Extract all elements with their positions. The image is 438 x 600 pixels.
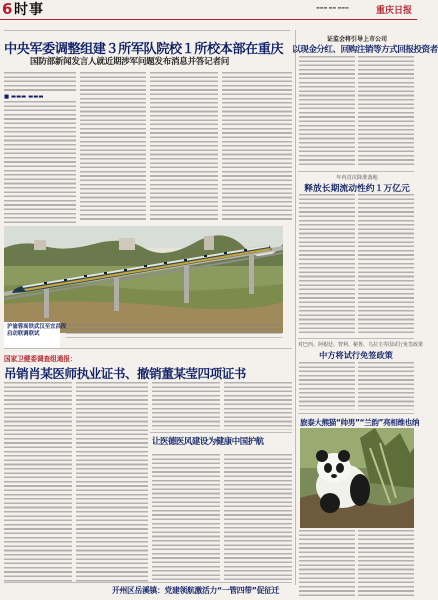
divider [4,30,290,31]
photo-caption-text [66,324,282,338]
lead-intro-text [4,72,76,92]
lead-headline: 中央军委调整组建３所军队院校１所校本部在重庆 [4,42,284,57]
story2-headline: 吊销肖某医师执业证书、撤销董某莹四项证书 [4,366,246,381]
right-story4-headline: 旅泰大熊猫“帅男”“兰韵”亮相维也纳 [300,418,420,427]
section-name: 时事 [14,2,44,18]
right-story3-headline: 中方将试行免签政策 [319,350,393,360]
right-story2-text-b [358,194,414,336]
right-story4-text-b [358,530,414,596]
header-meta: ▬▬▬ ▬▬ ▬▬▬ [316,5,349,10]
story2-text-col3 [152,382,220,430]
right-story1-text-b [358,56,414,168]
lead-subheadline: 国防部新闻发言人就近期涉军问题发布消息并答记者问 [30,57,230,67]
lead-text-col1 [4,101,76,223]
lead-text-col4 [222,72,292,222]
divider [150,432,292,433]
divider [298,413,414,414]
right-story2-headline: 释放长期流动性约１万亿元 [304,184,410,194]
right-story3-kicker: 对巴西、阿根廷、智利、秘鲁、乌拉圭等国试行免签政策 [298,342,424,348]
lead-text-col2 [80,72,146,222]
column-divider [295,30,296,585]
right-story3-text-b [358,362,414,410]
divider [298,171,414,172]
panda-photo [300,428,414,528]
divider [4,348,292,349]
story2-kicker: 国家卫健委调查组通报： [4,355,77,363]
train-photo [4,226,283,333]
story4-headline: 开州区岳溪镇：党建领航激活力“一管四带”促征迁 [112,586,280,595]
photo-caption-line2: 启动联调联试 [7,331,40,337]
right-story1-kicker: 证监会将引导上市公司 [326,36,387,43]
story3-text-col1 [152,454,220,580]
right-story2-text-a [299,194,355,336]
photo-caption-box [4,322,67,348]
lead-text-col3 [150,72,218,222]
divider [4,582,292,583]
masthead-logo: 重庆日报 [376,6,413,16]
right-story1-text-a [299,56,355,168]
story3-text-col2 [224,454,292,580]
page-header [0,0,417,20]
right-story3-text-a [299,362,355,410]
section-number: 6 [2,0,13,18]
right-story2-kicker: 年内首次降准落地 [336,175,378,181]
story2-text-col4 [224,382,292,430]
story2-text-col1 [4,382,72,582]
story3-headline: 让医德医风建设为健康中国护航 [152,436,264,446]
divider [298,338,414,339]
right-story1-headline: 以现金分红、回购注销等方式回报投资者 [292,45,438,55]
story2-text-col2 [76,382,148,582]
lead-intro-subhead: ■ ▬▬▬ ▬▬▬ [4,94,44,100]
photo-caption-line1: 沪渝蓉高铁武汉至宜昌段 [7,324,67,330]
